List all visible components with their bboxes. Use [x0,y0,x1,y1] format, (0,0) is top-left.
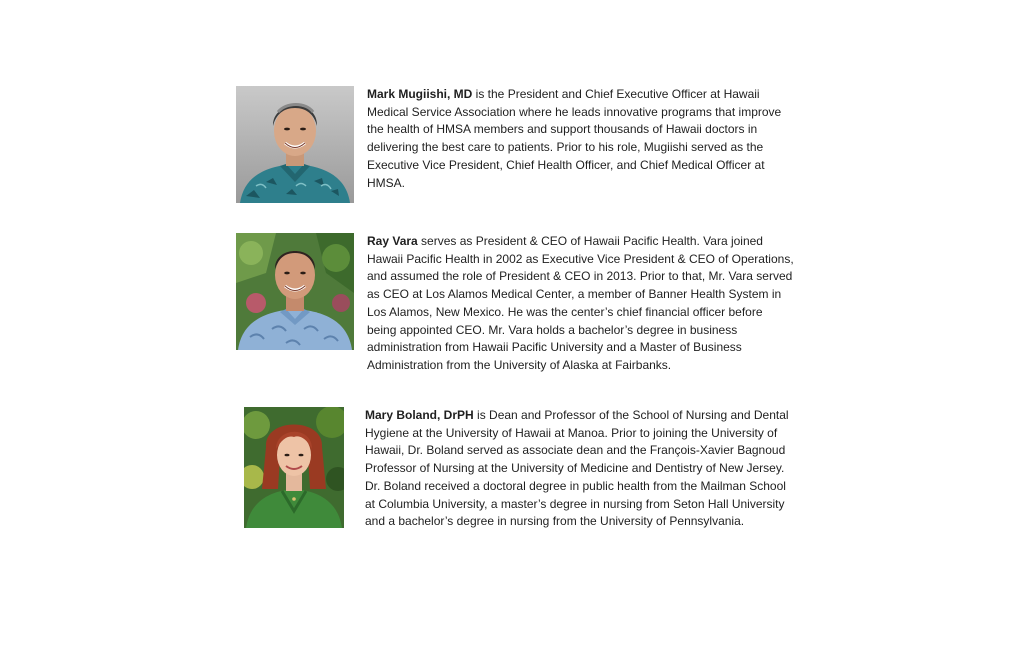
portrait-photo-ray-vara-art [236,233,354,350]
portrait-photo-mark-mugiishi [236,86,354,203]
bio-name-mark-mugiishi: Mark Mugiishi, MD [367,87,473,101]
bio-text-mary-boland [365,407,795,531]
bio-description-mark-mugiishi: is the President and Chief Executive Officer at Hawaii Medical Service Association where he leads innovative programs that improve the health of HMSA members and support thousands of Hawaii doctors in delivering the best care to patients. Prior to his role, Mugiishi served as the Executive Vice President, Chief Health Officer, and Chief Medical Officer at HMSA. [367,87,782,190]
portrait-photo-ray-vara [236,233,354,350]
bio-description-mary-boland: is Dean and Professor of the School of Nursing and Dental Hygiene at the University of Hawaii at Manoa. Prior to joining the University of Hawaii, Dr. Boland served as associate dean and the François-Xavier Bagnoud Professor of Nursing at the University of Medicine and Dentistry of New Jersey. Dr. Boland received a doctoral degree in public health from the Mailman School at Columbia University, a master’s degree in nursing from Seton Hall University and a bachelor’s degree in nursing from the University of Pennsylvania. [365,408,789,529]
bio-name-ray-vara: Ray Vara [367,234,418,248]
bio-text-ray-vara [367,233,795,375]
portrait-photo-mary-boland-art [244,407,344,528]
portrait-photo-mary-boland [244,407,344,528]
bio-text-mark-mugiishi [367,86,795,192]
portrait-photo-mark-mugiishi-art [236,86,354,203]
bio-description-ray-vara: serves as President & CEO of Hawaii Pacific Health. Vara joined Hawaii Pacific Health in 2002 as Executive Vice President & CEO of Operations, and assumed the role of President & CEO in 2013. Prior to that, Mr. Vara served as CEO at Los Alamos Medical Center, a member of Banner Health System in Los Alamos, New Mexico. He was the center’s chief financial officer before being appointed CEO. Mr. Vara holds a bachelor’s degree in business administration from Hawaii Pacific University and a Master of Business Administration from the University of Alaska at Fairbanks. [367,234,794,372]
bio-name-mary-boland: Mary Boland, DrPH [365,408,474,422]
